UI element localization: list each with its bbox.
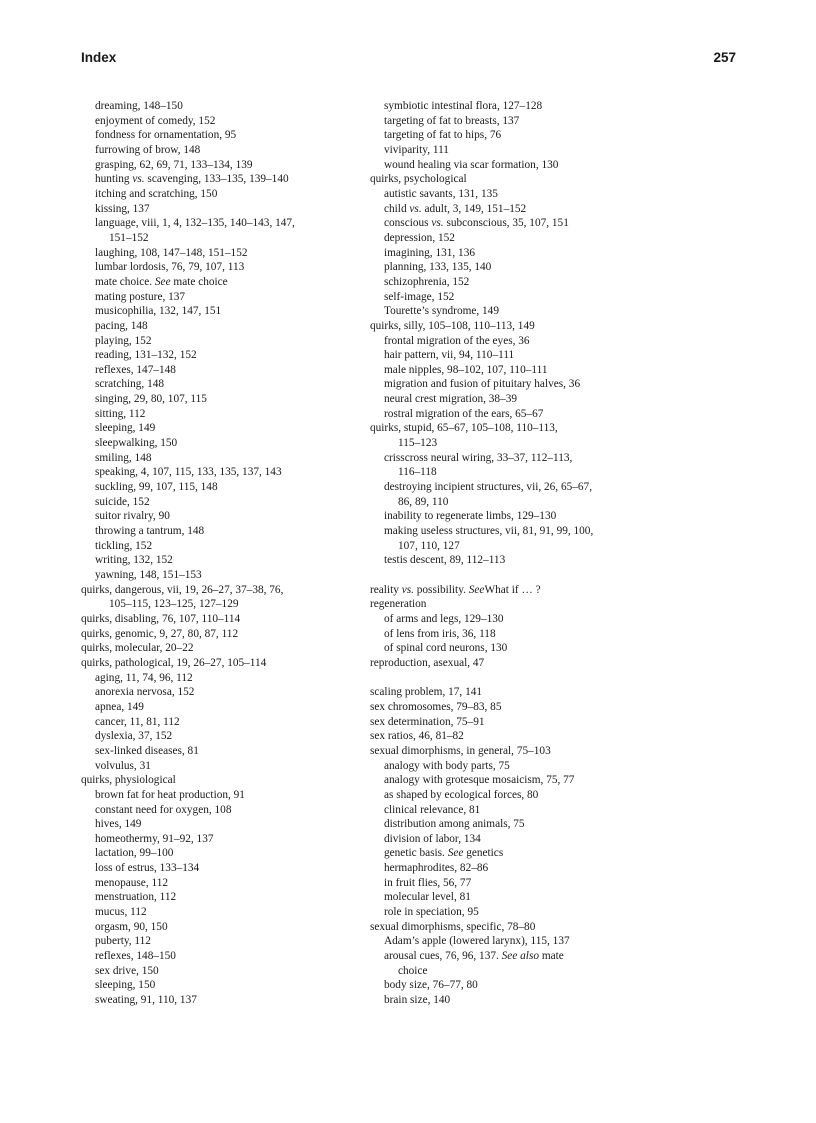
index-subentry: reflexes, 148–150 [95,950,176,963]
index-subentry: making useless structures, vii, 81, 91, 99, 100, [384,525,594,538]
index-subentry: sleeping, 150 [95,979,156,992]
index-entry: quirks, molecular, 20–22 [81,642,194,655]
index-subentry: hunting vs. scavenging, 133–135, 139–140 [95,173,289,186]
index-subentry: writing, 132, 152 [95,554,173,567]
index-subentry: sex-linked diseases, 81 [95,744,199,757]
index-subentry: speaking, 4, 107, 115, 133, 135, 137, 143 [95,466,282,479]
index-subentry: brown fat for heat production, 91 [95,788,245,801]
index-subentry: mucus, 112 [95,906,147,919]
index-subentry: child vs. adult, 3, 149, 151–152 [384,202,527,215]
index-subentry: kissing, 137 [95,202,150,215]
index-subentry: body size, 76–77, 80 [384,979,478,992]
index-subentry: musicophilia, 132, 147, 151 [95,305,222,318]
index-subentry: menstruation, 112 [95,891,177,904]
index-subentry: grasping, 62, 69, 71, 133–134, 139 [95,158,253,171]
index-entry-continuation: 151–152 [109,231,149,244]
index-subentry: dyslexia, 37, 152 [95,730,173,743]
index-column-right [370,99,660,1008]
index-subentry: dreaming, 148–150 [95,100,183,112]
index-subentry: targeting of fat to hips, 76 [384,129,502,142]
index-subentry: menopause, 112 [95,876,168,889]
index-subentry: suckling, 99, 107, 115, 148 [95,481,218,494]
index-entry: regeneration [370,598,427,611]
index-subentry: sex drive, 150 [95,964,159,977]
index-subentry: mate choice. See mate choice [95,275,228,288]
index-entry: scaling problem, 17, 141 [370,686,483,699]
index-subentry: crisscross neural wiring, 33–37, 112–113, [384,451,573,464]
index-subentry: suitor rivalry, 90 [95,510,170,523]
index-subentry: sleepwalking, 150 [95,437,178,450]
section-gap [370,671,660,686]
index-entry-continuation: 86, 89, 110 [398,495,449,508]
index-subentry: depression, 152 [384,231,455,244]
index-entry: sex determination, 75–91 [370,715,485,728]
index-subentry: sitting, 112 [95,407,146,420]
index-entry-continuation: 115–123 [398,437,438,450]
index-entry: sexual dimorphisms, specific, 78–80 [370,920,536,933]
index-subentry: conscious vs. subconscious, 35, 107, 151 [384,217,569,230]
index-subentry: inability to regenerate limbs, 129–130 [384,510,557,523]
page-number: 257 [713,50,736,65]
index-subentry: volvulus, 31 [95,759,151,772]
index-subentry: mating posture, 137 [95,290,186,303]
index-subentry: role in speciation, 95 [384,906,479,919]
index-entry: reality vs. possibility. SeeWhat if … ? [370,583,541,596]
index-subentry: sweating, 91, 110, 137 [95,994,197,1007]
header-title: Index [81,50,117,65]
index-subentry: genetic basis. See genetics [384,847,504,860]
index-entry: quirks, stupid, 65–67, 105–108, 110–113, [370,422,558,435]
index-subentry: yawning, 148, 151–153 [95,569,202,581]
index-subentry: arousal cues, 76, 96, 137. See also mate [384,950,564,963]
index-subentry: cancer, 11, 81, 112 [95,715,180,728]
index-subentry: language, viii, 1, 4, 132–135, 140–143, 147, [95,217,295,230]
index-subentry: migration and fusion of pituitary halves, 36 [384,378,581,391]
index-subentry: hair pattern, vii, 94, 110–111 [384,349,515,362]
index-entry: quirks, disabling, 76, 107, 110–114 [81,612,241,625]
index-subentry: of lens from iris, 36, 118 [384,627,496,640]
index-column-left [81,99,351,1008]
index-subentry: self-image, 152 [384,290,455,303]
index-entry-continuation: 107, 110, 127 [398,539,460,552]
index-subentry: furrowing of brow, 148 [95,143,201,156]
index-subentry: schizophrenia, 152 [384,275,470,288]
index-subentry: laughing, 108, 147–148, 151–152 [95,246,248,259]
index-entry: sexual dimorphisms, in general, 75–103 [370,744,551,757]
index-subentry: hermaphrodites, 82–86 [384,862,489,875]
index-subentry: aging, 11, 74, 96, 112 [95,671,193,684]
index-subentry: distribution among animals, 75 [384,818,525,831]
index-subentry: frontal migration of the eyes, 36 [384,334,530,347]
index-subentry: constant need for oxygen, 108 [95,803,232,816]
index-subentry: lumbar lordosis, 76, 79, 107, 113 [95,261,245,274]
index-subentry: playing, 152 [95,334,152,347]
index-entry: sex chromosomes, 79–83, 85 [370,700,502,713]
index-subentry: brain size, 140 [384,994,451,1007]
index-subentry: male nipples, 98–102, 107, 110–111 [384,363,548,376]
index-subentry: fondness for ornamentation, 95 [95,129,237,142]
index-subentry: itching and scratching, 150 [95,187,218,200]
index-subentry: loss of estrus, 133–134 [95,862,200,875]
index-subentry: lactation, 99–100 [95,847,174,860]
index-subentry: division of labor, 134 [384,832,481,845]
index-entry-continuation: 116–118 [398,466,437,479]
index-entry: reproduction, asexual, 47 [370,656,485,669]
index-subentry: hives, 149 [95,818,142,831]
index-entry: quirks, psychological [370,173,467,186]
index-subentry: singing, 29, 80, 107, 115 [95,393,207,406]
index-subentry: neural crest migration, 38–39 [384,393,518,406]
running-header [81,50,736,68]
index-subentry: targeting of fat to breasts, 137 [384,114,520,127]
index-entry: quirks, physiological [81,774,176,787]
index-subentry: destroying incipient structures, vii, 26, 65–67, [384,481,593,494]
index-subentry: molecular level, 81 [384,891,471,904]
index-subentry: of spinal cord neurons, 130 [384,642,508,655]
index-entry: sex ratios, 46, 81–82 [370,730,464,743]
index-subentry: analogy with grotesque mosaicism, 75, 77 [384,774,575,787]
section-gap [370,568,660,583]
index-subentry: enjoyment of comedy, 152 [95,114,216,127]
index-subentry: wound healing via scar formation, 130 [384,158,559,171]
index-entry: quirks, silly, 105–108, 110–113, 149 [370,319,535,332]
index-subentry: viviparity, 111 [384,143,449,156]
index-subentry: apnea, 149 [95,700,144,713]
index-subentry: Adam’s apple (lowered larynx), 115, 137 [384,935,570,948]
index-entry-continuation: choice [398,964,428,977]
index-subentry: pacing, 148 [95,319,148,332]
index-subentry: orgasm, 90, 150 [95,920,168,933]
index-subentry: scratching, 148 [95,378,165,391]
index-subentry: imagining, 131, 136 [384,246,475,259]
index-entry: quirks, genomic, 9, 27, 80, 87, 112 [81,627,239,640]
index-subentry: as shaped by ecological forces, 80 [384,788,539,801]
index-subentry: reflexes, 147–148 [95,363,176,376]
index-subentry: Tourette’s syndrome, 149 [384,305,499,318]
index-subentry: homeothermy, 91–92, 137 [95,832,214,845]
index-entry: quirks, dangerous, vii, 19, 26–27, 37–38, 76, [81,583,284,596]
index-subentry: puberty, 112 [95,935,151,948]
index-subentry: suicide, 152 [95,495,150,508]
index-subentry: symbiotic intestinal flora, 127–128 [384,100,543,112]
index-subentry: clinical relevance, 81 [384,803,481,816]
index-subentry: throwing a tantrum, 148 [95,525,205,538]
index-subentry: rostral migration of the ears, 65–67 [384,407,544,420]
index-subentry: testis descent, 89, 112–113 [384,554,506,567]
index-subentry: smiling, 148 [95,451,152,464]
index-subentry: reading, 131–132, 152 [95,349,197,362]
index-entry: quirks, pathological, 19, 26–27, 105–114 [81,656,267,669]
index-subentry: autistic savants, 131, 135 [384,187,498,200]
index-subentry: tickling, 152 [95,539,153,552]
index-subentry: sleeping, 149 [95,422,156,435]
index-entry-continuation: 105–115, 123–125, 127–129 [109,598,239,611]
index-subentry: anorexia nervosa, 152 [95,686,195,699]
index-subentry: analogy with body parts, 75 [384,759,510,772]
index-subentry: in fruit flies, 56, 77 [384,876,472,889]
index-subentry: planning, 133, 135, 140 [384,261,492,274]
index-subentry: of arms and legs, 129–130 [384,612,504,625]
